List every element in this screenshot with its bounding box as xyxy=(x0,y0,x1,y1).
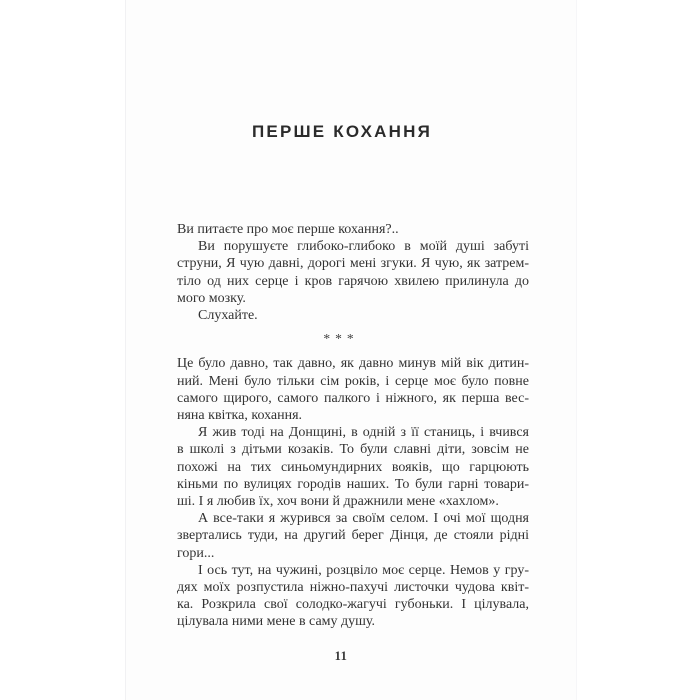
paragraph xyxy=(177,562,529,631)
text-line: звертались туди, на другий берег Дінця, де стояли рідні xyxy=(177,528,529,544)
text-line: няна квітка, кохання. xyxy=(177,408,303,424)
text-line: ші. І я любив їх, хоч вони й дражнили мене «хахлом». xyxy=(177,494,499,510)
section-separator: *** xyxy=(323,331,359,347)
text-line: ка. Розкрила свої солодко-жагучі губоньки. І цілувала, xyxy=(177,597,529,613)
text-line: мого мозку. xyxy=(177,290,246,306)
paragraph xyxy=(177,221,529,238)
main-paragraphs xyxy=(177,355,529,630)
text-line: дях моїх розпустила ніжно-пахучі листочки чудова квіт- xyxy=(177,580,529,596)
chapter-title: ПЕРШЕ КОХАННЯ xyxy=(252,122,432,141)
text-line: ний. Мені було тільки сім років, і серце моє було повне xyxy=(177,373,529,389)
text-line: самого щирого, самого палкого і ніжного, як перша вес- xyxy=(177,390,529,406)
text-line: Я жив тоді на Донщині, в одній з її станиць, і вчився xyxy=(198,425,529,441)
paragraph xyxy=(177,307,529,324)
text-line: І ось тут, на чужині, розцвіло моє серце. Немов у гру- xyxy=(198,562,529,578)
paragraph xyxy=(177,238,529,307)
text-line: похожі на тих синьомундирних вояків, що гарцюють xyxy=(177,459,529,475)
text-line: Це було давно, так давно, як давно минув мій вік дитин- xyxy=(177,356,529,372)
paragraph xyxy=(177,424,529,510)
text-line: цілувала ними мене в саму душу. xyxy=(177,614,376,630)
text-line: кіньми по вулицях городів наших. То були гарні товари- xyxy=(177,476,529,492)
paragraph xyxy=(177,355,529,424)
text-line: Слухайте. xyxy=(198,308,258,324)
intro-paragraphs xyxy=(177,221,529,324)
text-line: Ви питаєте про моє перше кохання?.. xyxy=(177,222,399,237)
text-line: А все-таки я журився за своїм селом. І очі мої щодня xyxy=(198,511,529,527)
paragraph xyxy=(177,510,529,562)
text-line: гори... xyxy=(177,545,215,561)
text-line: в школі з дітьми козаків. То були славні діти, зовсім не xyxy=(177,442,529,458)
text-line: тіло од них серце і кров гарячою хвилею прилинула до xyxy=(177,273,529,289)
book-page xyxy=(125,0,577,700)
page-number: 11 xyxy=(334,649,348,663)
text-line: струни, Я чую давні, дорогі мені згуки. Я чую, як затрем- xyxy=(177,256,529,272)
body-text xyxy=(177,221,529,631)
text-line: Ви порушуєте глибоко-глибоко в моїй душі забуті xyxy=(198,239,529,255)
